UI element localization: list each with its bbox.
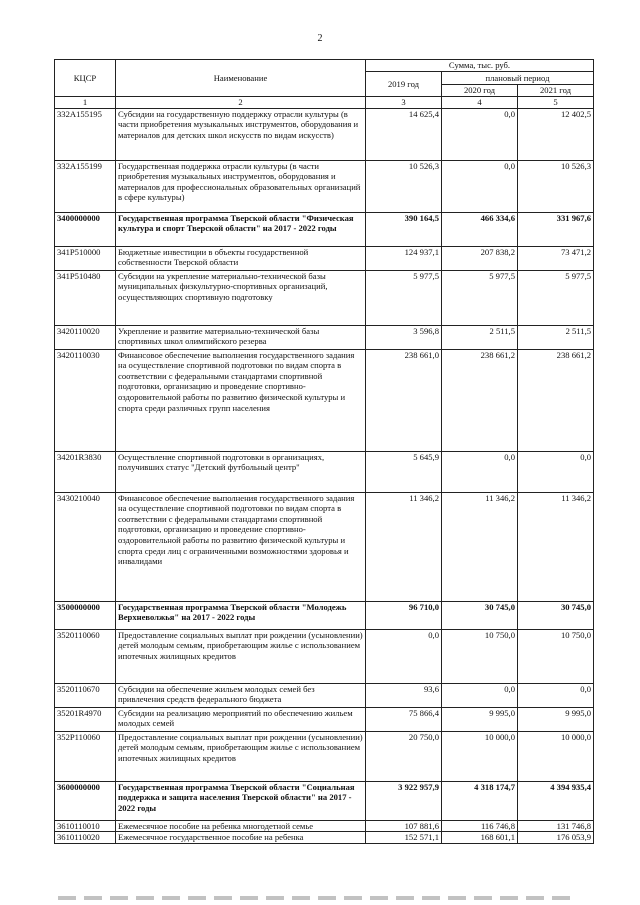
item-name: Предоставление социальных выплат при рождении (усыновлении) детей молодым семьям, приобретающим жилье с использованием ипотечных жилищных кредитов	[116, 731, 366, 781]
item-name: Ежемесячное государственное пособие на ребенка	[116, 832, 366, 844]
table-row	[55, 451, 594, 492]
table-row	[55, 270, 594, 325]
table-row	[55, 212, 594, 246]
header-sum: Сумма, тыс. руб.	[366, 60, 594, 72]
amount-2021: 238 661,2	[518, 349, 594, 451]
amount-2021: 10 000,0	[518, 731, 594, 781]
kcsr-code: 35201R4970	[55, 707, 116, 731]
amount-2021: 131 746,8	[518, 820, 594, 832]
table-row	[55, 629, 594, 683]
column-number: 3	[366, 97, 442, 109]
amount-2021: 11 346,2	[518, 492, 594, 601]
amount-2019: 20 750,0	[366, 731, 442, 781]
kcsr-code: 341P510480	[55, 270, 116, 325]
item-name: Субсидии на государственную поддержку отрасли культуры (в части приобретения музыкальных инструментов, оборудования и материалов для детских школ искусств по видам искусств)	[116, 108, 366, 160]
amount-2021: 73 471,2	[518, 246, 594, 270]
kcsr-code: 332A155199	[55, 160, 116, 212]
kcsr-code: 341P510000	[55, 246, 116, 270]
amount-2021: 12 402,5	[518, 108, 594, 160]
amount-2020: 10 000,0	[442, 731, 518, 781]
table-row	[55, 108, 594, 160]
table-row	[55, 349, 594, 451]
column-number: 5	[518, 97, 594, 109]
amount-2020: 0,0	[442, 683, 518, 707]
item-name: Субсидии на обеспечение жильем молодых семей без привлечения средств федерального бюджета	[116, 683, 366, 707]
table-row	[55, 781, 594, 820]
column-number-row	[55, 97, 594, 109]
amount-2021: 4 394 935,4	[518, 781, 594, 820]
table-row	[55, 731, 594, 781]
scan-edge-artifact	[58, 896, 578, 900]
kcsr-code: 3500000000	[55, 601, 116, 629]
amount-2021: 30 745,0	[518, 601, 594, 629]
amount-2020: 0,0	[442, 108, 518, 160]
header-name: Наименование	[116, 60, 366, 97]
amount-2019: 5 977,5	[366, 270, 442, 325]
amount-2019: 75 866,4	[366, 707, 442, 731]
amount-2020: 11 346,2	[442, 492, 518, 601]
amount-2020: 168 601,1	[442, 832, 518, 844]
amount-2021: 9 995,0	[518, 707, 594, 731]
column-number: 1	[55, 97, 116, 109]
amount-2019: 0,0	[366, 629, 442, 683]
amount-2020: 466 334,6	[442, 212, 518, 246]
item-name: Государственная программа Тверской области "Социальная поддержка и защита населения Тверской области" на 2017 - 2022 годы	[116, 781, 366, 820]
amount-2020: 9 995,0	[442, 707, 518, 731]
item-name: Субсидии на реализацию мероприятий по обеспечению жильем молодых семей	[116, 707, 366, 731]
item-name: Укрепление и развитие материально-технической базы спортивных школ олимпийского резерва	[116, 325, 366, 349]
amount-2019: 14 625,4	[366, 108, 442, 160]
amount-2020: 238 661,2	[442, 349, 518, 451]
amount-2019: 124 937,1	[366, 246, 442, 270]
table-row	[55, 707, 594, 731]
amount-2019: 93,6	[366, 683, 442, 707]
table-row	[55, 820, 594, 832]
header-planned-period: плановый период	[442, 72, 594, 85]
kcsr-code: 3600000000	[55, 781, 116, 820]
amount-2019: 96 710,0	[366, 601, 442, 629]
table-row	[55, 601, 594, 629]
kcsr-code: 352P110060	[55, 731, 116, 781]
kcsr-code: 3520110060	[55, 629, 116, 683]
item-name: Государственная программа Тверской области "Физическая культура и спорт Тверской области" на 2017 - 2022 годы	[116, 212, 366, 246]
header-2021: 2021 год	[518, 85, 594, 97]
kcsr-code: 332A155195	[55, 108, 116, 160]
kcsr-code: 3430210040	[55, 492, 116, 601]
table-row	[55, 683, 594, 707]
kcsr-code: 34201R3830	[55, 451, 116, 492]
amount-2021: 176 053,9	[518, 832, 594, 844]
amount-2020: 116 746,8	[442, 820, 518, 832]
item-name: Государственная программа Тверской области "Молодежь Верхневолжья" на 2017 - 2022 годы	[116, 601, 366, 629]
header-2020: 2020 год	[442, 85, 518, 97]
amount-2021: 2 511,5	[518, 325, 594, 349]
budget-table	[54, 59, 594, 844]
amount-2019: 11 346,2	[366, 492, 442, 601]
amount-2021: 0,0	[518, 451, 594, 492]
amount-2019: 107 881,6	[366, 820, 442, 832]
amount-2021: 0,0	[518, 683, 594, 707]
amount-2021: 10 750,0	[518, 629, 594, 683]
item-name: Финансовое обеспечение выполнения государственного задания на осуществление спортивной подготовки по видам спорта в соответствии с федеральными стандартами спортивной подготовки, организацию и проведение спортивно-оздоровительной работы по развитию физической культуры и спорта среди лиц с ограниченными возможностями здоровья и инвалидами	[116, 492, 366, 601]
table-row	[55, 246, 594, 270]
header-code: КЦСР	[55, 60, 116, 97]
amount-2020: 10 750,0	[442, 629, 518, 683]
page-number: 2	[317, 33, 323, 44]
amount-2020: 0,0	[442, 451, 518, 492]
kcsr-code: 3610110020	[55, 832, 116, 844]
amount-2019: 3 596,8	[366, 325, 442, 349]
column-number: 2	[116, 97, 366, 109]
amount-2020: 0,0	[442, 160, 518, 212]
item-name: Ежемесячное пособие на ребенка многодетной семье	[116, 820, 366, 832]
amount-2020: 5 977,5	[442, 270, 518, 325]
item-name: Бюджетные инвестиции в объекты государственной собственности Тверской области	[116, 246, 366, 270]
amount-2021: 5 977,5	[518, 270, 594, 325]
kcsr-code: 3520110670	[55, 683, 116, 707]
amount-2021: 10 526,3	[518, 160, 594, 212]
kcsr-code: 3420110020	[55, 325, 116, 349]
amount-2019: 152 571,1	[366, 832, 442, 844]
amount-2019: 390 164,5	[366, 212, 442, 246]
header-2019: 2019 год	[366, 72, 442, 97]
item-name: Финансовое обеспечение выполнения государственного задания на осуществление спортивной подготовки по видам спорта в соответствии с федеральными стандартами спортивной подготовки, организацию и проведение спортивно-оздоровительной работы по развитию физической культуры и спорта среди различных групп населения	[116, 349, 366, 451]
kcsr-code: 3610110010	[55, 820, 116, 832]
table-row	[55, 832, 594, 844]
amount-2019: 238 661,0	[366, 349, 442, 451]
amount-2020: 4 318 174,7	[442, 781, 518, 820]
item-name: Государственная поддержка отрасли культуры (в части приобретения музыкальных инструментов, оборудования и материалов для профессиональных образовательных организаций в сфере культуры)	[116, 160, 366, 212]
column-number: 4	[442, 97, 518, 109]
kcsr-code: 3400000000	[55, 212, 116, 246]
amount-2019: 10 526,3	[366, 160, 442, 212]
kcsr-code: 3420110030	[55, 349, 116, 451]
table-row	[55, 492, 594, 601]
table-row	[55, 325, 594, 349]
table-row	[55, 160, 594, 212]
amount-2020: 207 838,2	[442, 246, 518, 270]
amount-2019: 5 645,9	[366, 451, 442, 492]
amount-2021: 331 967,6	[518, 212, 594, 246]
item-name: Субсидии на укрепление материально-технической базы муниципальных физкультурно-спортивных организаций, осуществляющих спортивную подготовку	[116, 270, 366, 325]
amount-2019: 3 922 957,9	[366, 781, 442, 820]
amount-2020: 30 745,0	[442, 601, 518, 629]
item-name: Осуществление спортивной подготовки в организациях, получивших статус "Детский футбольный центр"	[116, 451, 366, 492]
item-name: Предоставление социальных выплат при рождении (усыновлении) детей молодым семьям, приобретающим жилье с использованием ипотечных жилищных кредитов	[116, 629, 366, 683]
amount-2020: 2 511,5	[442, 325, 518, 349]
